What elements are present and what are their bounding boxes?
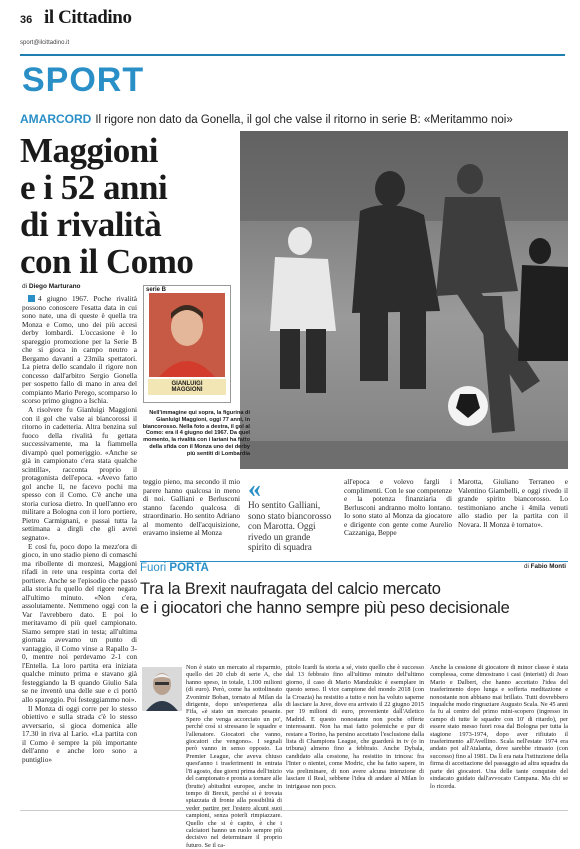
kicker-tag: AMARCORD [20,112,92,126]
article-paragraph: A risolvere fu Gianluigi Maggioni con il gol che valse ai biancorossi il ritorno in cadetteria. Altra benzina sul fuoco della rivalità fu gettata successivamente, ma la fiammella divampò quel pomeriggio. «Anche se già in campionato c'era stata qualche scintilla», racconta proprio il protagonista dell'epoca. «Avevo fatto gol anche lì, ne facevo pochi ma spesso con il Como. C'è anche una storia curiosa dietro. In quell'anno ero militare a Bologna con il loro portiere, Pietro Carmignani, e passai tutta la settimana a dirgli che gli avrei segnato». [22,405,137,542]
column-label [140,562,209,574]
quote-mark-icon: « [248,474,261,503]
headline [20,132,240,280]
match-photo [240,131,568,469]
fuori-porta-header [140,561,568,574]
byline-prefix: di [22,283,28,290]
column-headline-line: e i giocatori che hanno sempre più peso decisionale [140,599,510,617]
article-column-3 [344,478,452,558]
player-name [148,379,226,395]
article-column-1 [22,295,137,805]
photo-caption: Nell'immagine qui sopra, la figurina di Gianluigi Maggioni, oggi 77 anni, in biancorosso. Nella foto a destra, il gol al Como: era il 4 giugno del 1967. Da quel momento, la rivalità con i lariani ha fatto della sfida con il Monza uno dei derby più sentiti di Lombardia [142,410,250,457]
article-paragraph: all'epoca e volevo fargli i complimenti. Con le sue competenze e la potenza finanziaria di Berlusconi andranno molto lontano. Io sono stato al Monza da giocatore e dirigente con gente come Aurelio Cazzaniga, Beppe [344,477,453,537]
section-title: SPORT [22,61,145,99]
section-email[interactable]: sport@ilcittadino.it [20,40,70,46]
lead-square-icon [28,295,35,302]
byline-prefix: di [524,563,529,570]
match-photo-illustration [240,131,568,469]
article-paragraph: teggio pieno, ma secondo il mio parere hanno qualcosa in meno di noi. Galliani e Berlusconi stanno facendo qualcosa di straordinario. Ho sentito Adriano al momento dell'acquisizione, eravamo insieme al Monza [143,477,240,537]
kicker-text: Il rigore non dato da Gonella, il gol che valse il ritorno in serie B: «Meritammo noi» [95,114,513,126]
column-headline-line: Tra la Brexit naufragata del calcio mercato [140,580,441,598]
quote-text: Ho sentito Galliani, sono stato biancorosso con Marotta. Oggi rivedo un grande spirito di squadra [248,500,332,552]
headline-line: Maggioni [20,131,158,170]
masthead [20,7,565,36]
headline-line: e i 52 anni [20,168,168,207]
author-portrait [142,667,182,711]
article-paragraph: E così fu, poco dopo la mezz'ora di gioco, in uno stadio pieno di comaschi ma ribollente di monzesi, Maggioni rifadi in rete una respinta corta del portiere. Anche se l'episodio che passò alla storia fu quello del rigore negato all'ultimo minuto. «Non c'era, assolutamente. Nemmeno oggi con la Var l'avrebbero dato. E poi lo meritavamo di più quel campionato. Siamo sempre stati in testa; all'ultima giornata avevamo un punto di vantaggio, il Como vinse a Rapallo 3-0, mentre noi perdevamo 2-1 con l'Entella. La loro partita era iniziata qualche minuto prima e stavano già festeggiando la B quando Giulio Sala se ne inventò una delle sue e ci portò allo spareggio. Poi festeggiammo noi». [22,541,137,704]
pull-quote [248,474,336,553]
brexit-column-1: Non è stato un mercato al risparmio, quello dei 20 club di serie A, che hanno speso, in totale, 1.100 milioni (di euro). Però, come ha sottolineato Zvonimir Boban, tornato al Milan da dirigente, dopo un'esperienza alla Fifa, «è stato un mercato pesante. Spero che venga accorciato un po', perché così si stressano le squadre e l'allenatore. Giocatori che vanno, giocatori che vengono». I segnali però vanno in senso opposto. La Premier League, che aveva chiuso quest'anno i trasferimenti in entrata l'8 agosto, due giorni prima dell'inizio del campionato e pronta a tornare alle (brutte) abitudini europee, anche in tempo di Brexit, perché si è trovata spiazzata di fronte alla possibilità di veder partire per l'estero alcuni suoi campioni, senza poterli rimpiazzare. Quello che si è capito, è che i calciatori hanno un ruolo sempre più decisivo nel determinare il proprio futuro. Se il ca- [186,664,282,849]
player-portrait-illustration [149,293,225,377]
player-portrait [149,293,225,377]
brexit-column-3: Anche la cessione di giocatore di minor classe è stata complessa, come dimostrano i casi (interisti) di Joao Mario e Dalbert, che hanno accettato l'idea del trasferimento dopo lunga e sofferta meditazione e nonostante non abbiano mai brillato. Tutti dovrebbero inqualche modo ringraziare Augusto Scala. Ne 45 anni fa fu al centro del primo mini-scopero (ingresso in campo di tutte le squadre con 10' di ritardo), per essere stato messo fuori rosa dal Bologna per tutta la stagione 1973-1974, dopo aver rifiutato il trasferimento all'Avellino. Scala nell'estate 1974 era andato poi all'Atalanta, dove sarebbe rimasto (con successo) fino al 1981. Da lì era nata l'istituzione della firma di accettazione del passaggio ad altra squadra da parte dei giocatori. Una delle tante conquiste del sindacato guidato dall'avvocato Campana. Ma chi se lo ricorda. [430,664,568,790]
page-footer-rule [20,810,568,811]
headline-line: di rivalità [20,205,162,244]
author-portrait-illustration [142,667,182,711]
column-byline [524,563,566,570]
player-sticker [143,285,231,403]
page-number: 36 [20,14,33,26]
byline [22,283,81,290]
paragraph-text: 4 giugno 1967. Poche rivalità possono conoscere l'esatta data in cui sono nate, una di queste è quella tra Monza e Como, uno dei più accesi derby lombardi. L'occasione è lo spareggio promozione per la Serie B che si gioca in campo neutro a Bergamo davanti a 23mila spettatori. La pietra dello scandalo il rigore non concesso dall'arbitro Sergio Gonella per sospetto fallo di mano in area del compianto Mario Perego, scomparso lo scorso primo giugno a Ischia. [22,294,137,405]
newspaper-logo[interactable]: il Cittadino [44,7,132,28]
section-header [20,54,565,100]
byline-author: Fabio Monti [530,563,566,570]
kicker [20,112,565,127]
article-paragraph [22,295,137,406]
sticker-league-label: serie B [146,287,167,293]
headline-line: con il Como [20,242,194,281]
brexit-column-2: pitolo Icardi fa storia a sé, visto quello che è successo dal 13 febbraio fino all'ultimo minuto dell'ultimo giorno, il caso di Mario Mandzukic è esemplare in questo senso. Il vice campione del mondo 2018 (con la Croazia) ha resistito a tutto e non ha voluto saperne di lasciare la Juve, dove era arrivato il 22 giugno 2015 per 19 milioni di euro, proveniente dall'Atletico Madrid. E questo nonostante non poche offerte interessanti. Non ha mai fatto polemiche e pur di restare a Torino, ha persino accettato l'esclusione dalla lista di Champions League, che guarderà in tv (o in tribuna) almeno fino a febbraio. Anche Dybala, candidato alla cessione, ha resistito in trincea: fra l'Inter o nientei, come Modric, che ha fatto sapere, in via preliminare, di non avere alcuna intenzione di lasciare il Real, sebbene l'idea di andare al Milan lo intrigasse non poco. [286,664,424,790]
byline-author: Diego Marturano [28,283,81,290]
article-paragraph: Il Monza di oggi corre per lo stesso obiettivo e sulla strada c'è lo stesso avversario, si gioca domenica alle 17.30 in riva al Lario. «La partita con il Como è sempre la più importante dell'anno e anche loro sono a puntiglio» [22,703,137,764]
column-label-a: Fuori [140,562,170,574]
column-headline [140,580,570,618]
player-last-name: MAGGIONI [171,387,203,393]
article-column-2 [143,478,240,558]
column-label-b: PORTA [169,562,209,574]
article-column-4 [458,478,568,558]
article-paragraph: Marotta, Giuliano Terraneo e Valentino Giambelli, e oggi rivedo il grande spirito biancorosso. Lo testimoniano anche i 4mila venuti allo stadio per la partita con il Novara. Il Monza è tornato». [458,477,568,529]
player-first-name: GIANLUIGI [171,381,203,387]
